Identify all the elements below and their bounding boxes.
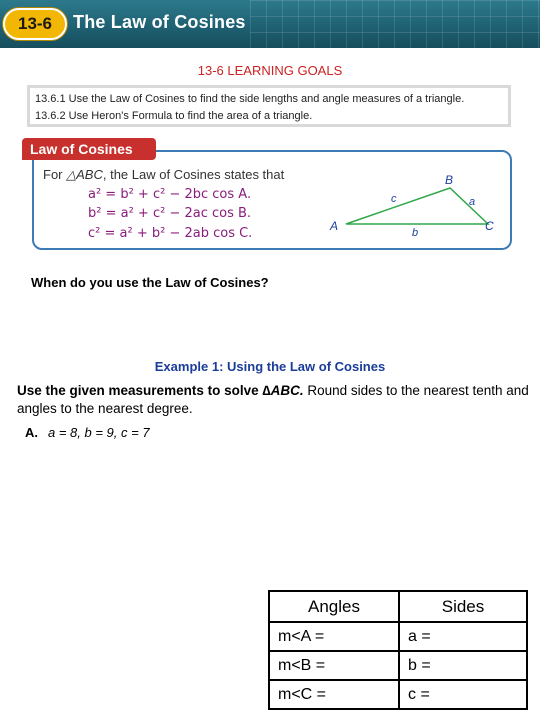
vertex-label-b: B (445, 173, 454, 187)
question-text: When do you use the Law of Cosines? (31, 275, 269, 290)
table-row (269, 651, 527, 680)
angle-cell-a[interactable]: m<A = (269, 622, 399, 651)
side-label-c: c (391, 193, 397, 205)
learning-goal-item: 13.6.1 Use the Law of Cosines to find the side lengths and angle measures of a triangle. (35, 93, 465, 105)
side-cell-c[interactable]: c = (399, 680, 527, 709)
law-of-cosines-tab: Law of Cosines (22, 138, 156, 160)
law-intro-triangle: △ABC (66, 167, 103, 182)
page-title: The Law of Cosines (73, 12, 246, 32)
table-header-row (269, 591, 527, 622)
law-intro-text (43, 167, 284, 183)
learning-goals-title: 13-6 LEARNING GOALS (197, 63, 343, 78)
side-label-b: b (412, 227, 419, 239)
formula-a: a² = b² + c² − 2bc cos A. (88, 187, 252, 202)
part-values: a = 8, b = 9, c = 7 (48, 425, 150, 440)
part-label: A. (25, 425, 38, 440)
lesson-badge: 13-6 (3, 8, 67, 40)
header-grid-pattern (250, 0, 540, 48)
header-angles: Angles (269, 591, 399, 622)
formula-c: c² = a² + b² − 2ab cos C. (88, 226, 253, 241)
learning-goal-item: 13.6.2 Use Heron's Formula to find the area of a triangle. (35, 110, 313, 122)
instruction-bold: Use the given measurements to solve (17, 383, 263, 398)
triangle-shape (346, 188, 488, 224)
header-sides: Sides (399, 591, 527, 622)
table-row (269, 680, 527, 709)
formula-b: b² = a² + c² − 2ac cos B. (88, 206, 252, 221)
law-intro-suffix: , the Law of Cosines states that (102, 167, 285, 182)
side-cell-a[interactable]: a = (399, 622, 527, 651)
vertex-label-c: C (485, 219, 494, 233)
example-instructions (17, 382, 532, 418)
angle-cell-c[interactable]: m<C = (269, 680, 399, 709)
side-label-a: a (469, 196, 476, 208)
learning-goals-box (27, 85, 511, 127)
table-row (269, 622, 527, 651)
instruction-rest: Round sides to the nearest tenth and angles to the nearest degree. (17, 383, 529, 416)
example-title: Example 1: Using the Law of Cosines (154, 359, 386, 374)
part-a (25, 425, 150, 440)
law-intro-prefix: For (43, 167, 67, 182)
angle-cell-b[interactable]: m<B = (269, 651, 399, 680)
answer-table (268, 590, 528, 710)
instruction-triangle: ∆ABC. (262, 383, 304, 398)
vertex-label-a: A (330, 219, 339, 233)
side-cell-b[interactable]: b = (399, 651, 527, 680)
